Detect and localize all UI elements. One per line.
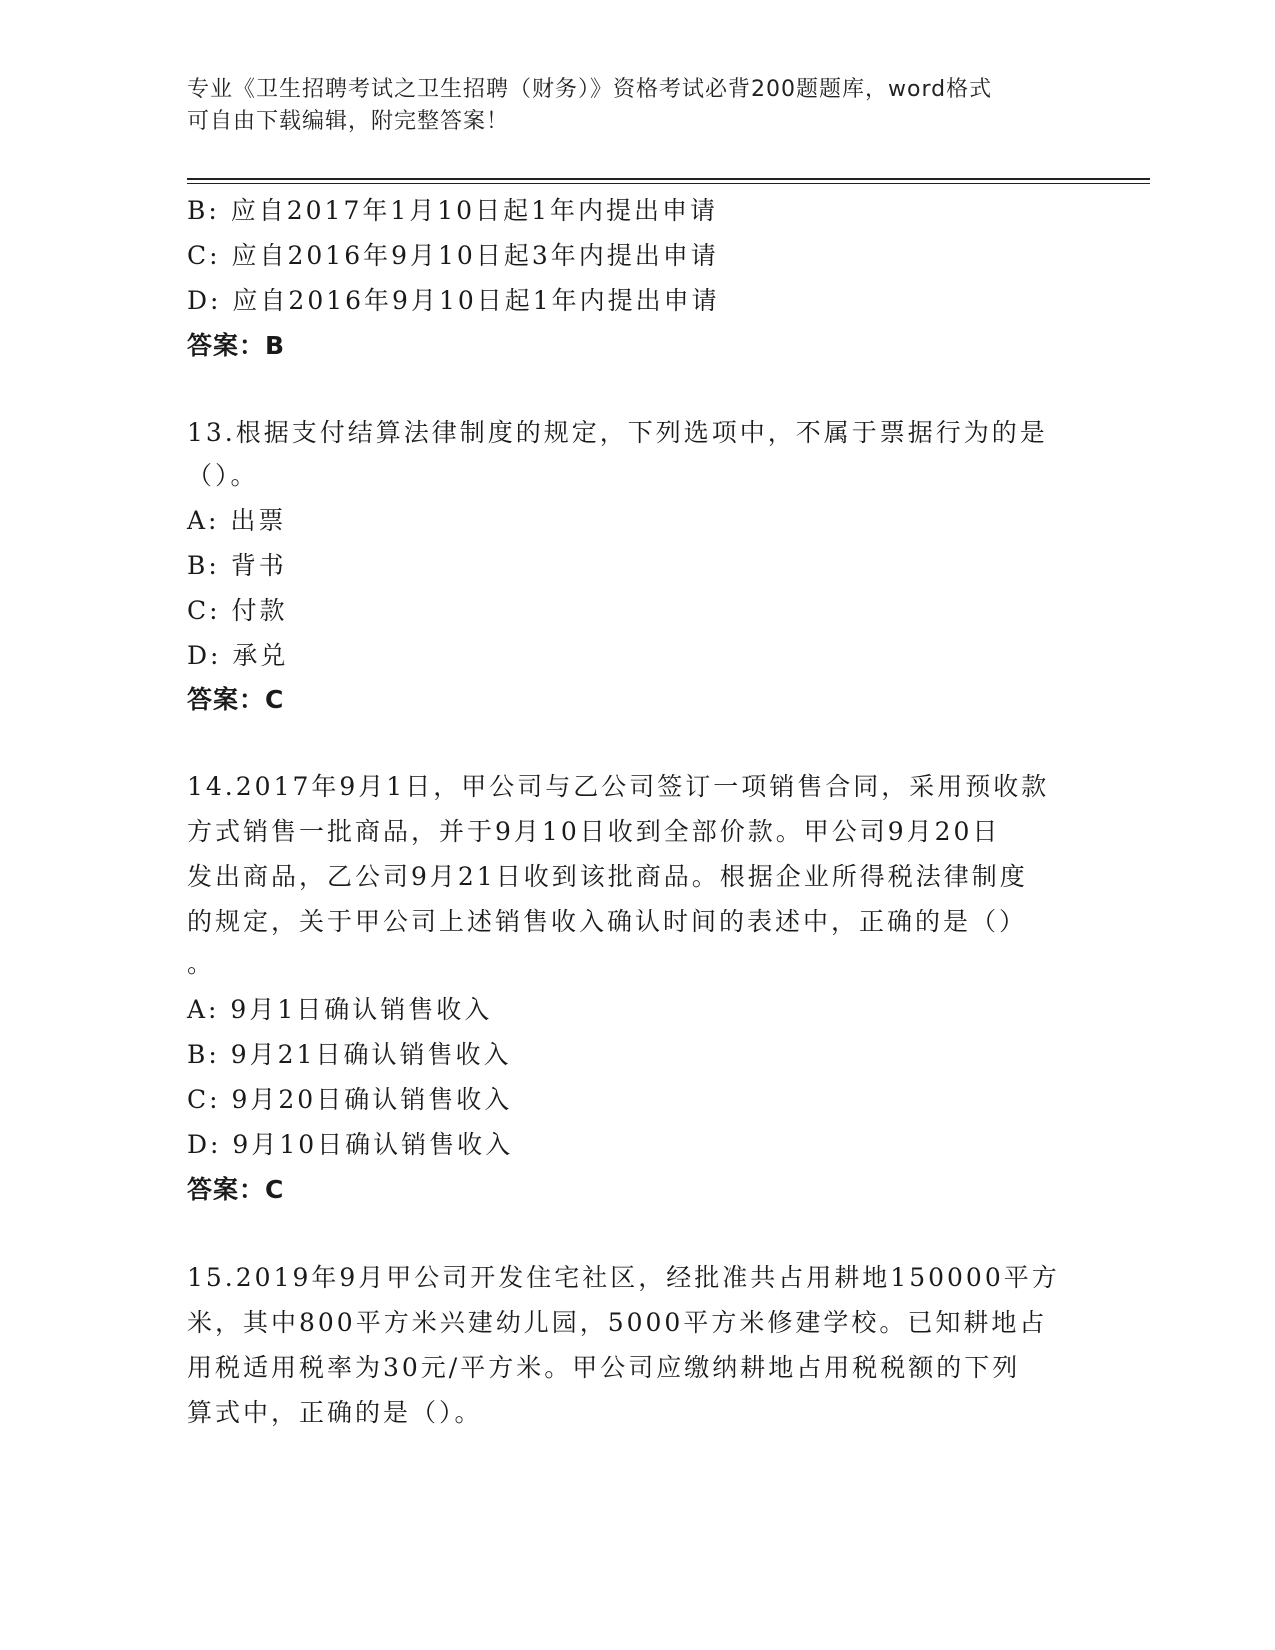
q13-stem-line-2: （）。 bbox=[187, 461, 259, 490]
q15-stem-line-1: 15.2019年9月甲公司开发住宅社区，经批准共占用耕地150000平方 bbox=[187, 1263, 1060, 1292]
q12-answer: 答案：B bbox=[187, 331, 286, 360]
header-line-1: 专业《卫生招聘考试之卫生招聘（财务）》资格考试必背200题题库，word格式 bbox=[187, 77, 993, 102]
q14-stem-line-3: 发出商品，乙公司9月21日收到该批商品。根据企业所得税法律制度 bbox=[187, 862, 1028, 891]
q14-stem-line-4: 的规定，关于甲公司上述销售收入确认时间的表述中，正确的是（） bbox=[187, 907, 1028, 936]
q12-option-d: D: 应自2016年9月10日起1年内提出申请 bbox=[187, 286, 720, 315]
q12-option-c: C: 应自2016年9月10日起3年内提出申请 bbox=[187, 241, 719, 270]
header-divider-thick bbox=[187, 178, 1150, 180]
q14-option-d: D: 9月10日确认销售收入 bbox=[187, 1130, 514, 1159]
q13-option-c: C: 付款 bbox=[187, 596, 288, 625]
header-divider-thin bbox=[187, 183, 1150, 184]
header-line-2: 可自由下载编辑，附完整答案！ bbox=[187, 109, 510, 134]
q14-option-a: A: 9月1日确认销售收入 bbox=[187, 995, 493, 1024]
q13-option-a: A: 出票 bbox=[187, 506, 287, 535]
q14-stem-line-5: 。 bbox=[187, 949, 216, 978]
q12-option-b: B: 应自2017年1月10日起1年内提出申请 bbox=[187, 196, 718, 225]
q13-answer: 答案：C bbox=[187, 685, 285, 714]
q14-option-c: C: 9月20日确认销售收入 bbox=[187, 1085, 513, 1114]
q14-stem-line-1: 14.2017年9月1日，甲公司与乙公司签订一项销售合同，采用预收款 bbox=[187, 772, 1050, 801]
document-header bbox=[187, 74, 1067, 138]
q14-option-b: B: 9月21日确认销售收入 bbox=[187, 1040, 512, 1069]
q14-stem-line-2: 方式销售一批商品，并于9月10日收到全部价款。甲公司9月20日 bbox=[187, 817, 1001, 846]
q13-stem-line-1: 13.根据支付结算法律制度的规定，下列选项中，不属于票据行为的是 bbox=[187, 418, 1048, 447]
q13-option-b: B: 背书 bbox=[187, 551, 287, 580]
q15-stem-line-2: 米，其中800平方米兴建幼儿园，5000平方米修建学校。已知耕地占 bbox=[187, 1308, 1048, 1337]
q15-stem-line-4: 算式中，正确的是（）。 bbox=[187, 1398, 483, 1427]
q13-option-d: D: 承兑 bbox=[187, 641, 289, 670]
q15-stem-line-3: 用税适用税率为30元/平方米。甲公司应缴纳耕地占用税税额的下列 bbox=[187, 1353, 1021, 1382]
q14-answer: 答案：C bbox=[187, 1175, 285, 1204]
